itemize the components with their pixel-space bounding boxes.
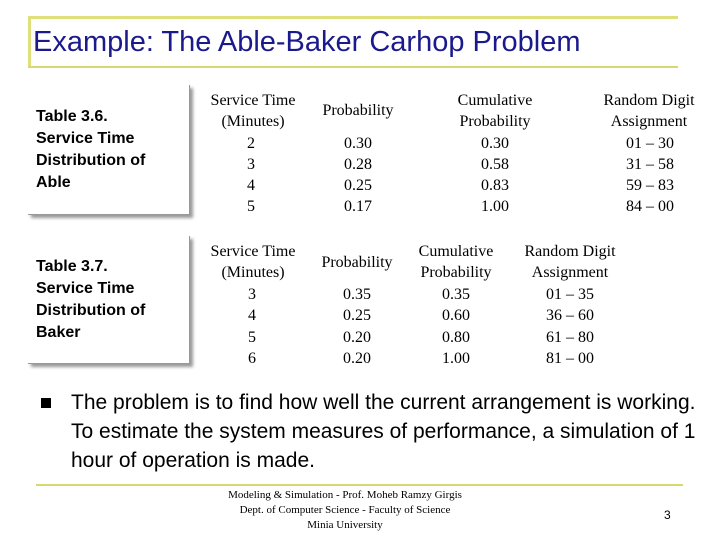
table-cell: 81 – 00	[546, 350, 594, 367]
table-cell: 0.17	[344, 198, 372, 215]
header-probability: Probability	[321, 254, 393, 271]
table-cell: 2	[247, 135, 255, 152]
label-line: Distribution of	[36, 301, 146, 319]
slide-title: Example: The Able-Baker Carhop Problem	[33, 26, 581, 58]
title-frame-top	[28, 16, 678, 19]
table-cell: 36 – 60	[546, 307, 594, 324]
table-cell: 31 – 58	[626, 156, 674, 173]
table-cell: 0.25	[343, 307, 371, 324]
footer-line: Minia University	[307, 519, 383, 531]
footer	[200, 488, 490, 533]
table-cell: 0.58	[481, 156, 509, 173]
table-cell: 1.00	[442, 350, 470, 367]
bullet-text: The problem is to find how well the current arrangement is working. To estimate the system measures of performance, a simulation of 1 hour of operation is made.	[71, 391, 696, 472]
title-frame-left	[28, 16, 31, 66]
table-cell: 0.25	[344, 177, 372, 194]
header-service-time: Service Time (Minutes)	[210, 92, 296, 130]
label-line: Service Time	[36, 279, 135, 297]
header-random-digit: Random Digit Assignment	[524, 243, 616, 281]
bullet-icon	[41, 398, 51, 408]
label-line: Distribution of	[36, 151, 146, 169]
label-line: Table 3.7.	[36, 257, 108, 275]
header-cumulative: Cumulative Probability	[457, 92, 533, 130]
table-cell: 0.60	[442, 307, 470, 324]
table-baker-label	[28, 236, 190, 364]
table-cell: 01 – 30	[626, 135, 674, 152]
table-cell: 0.20	[343, 329, 371, 346]
label-line: Table 3.6.	[36, 107, 108, 125]
footer-rule	[36, 484, 683, 486]
table-cell: 3	[247, 156, 255, 173]
header-cumulative: Cumulative Probability	[418, 243, 494, 281]
table-able-label	[28, 85, 190, 215]
table-cell: 0.83	[481, 177, 509, 194]
table-cell: 59 – 83	[626, 177, 674, 194]
table-cell: 5	[248, 329, 256, 346]
table-cell: 0.28	[344, 156, 372, 173]
table-cell: 5	[247, 198, 255, 215]
table-cell: 0.20	[343, 350, 371, 367]
footer-line: Modeling & Simulation - Prof. Moheb Ramzy Girgis	[228, 489, 462, 501]
table-cell: 84 – 00	[626, 198, 674, 215]
page-number: 3	[664, 508, 671, 522]
table-cell: 4	[248, 307, 256, 324]
table-cell: 0.80	[442, 329, 470, 346]
label-line: Able	[36, 173, 71, 191]
table-cell: 61 – 80	[546, 329, 594, 346]
table-cell: 3	[248, 286, 256, 303]
title-underline	[28, 66, 678, 68]
header-service-time: Service Time (Minutes)	[210, 243, 296, 281]
header-probability: Probability	[322, 102, 394, 119]
table-cell: 6	[248, 350, 256, 367]
table-cell: 0.30	[481, 135, 509, 152]
table-cell: 0.35	[442, 286, 470, 303]
table-cell: 0.35	[343, 286, 371, 303]
table-cell: 0.30	[344, 135, 372, 152]
table-cell: 1.00	[481, 198, 509, 215]
label-line: Service Time	[36, 129, 135, 147]
footer-line: Dept. of Computer Science - Faculty of Science	[239, 504, 451, 516]
label-line: Baker	[36, 323, 81, 341]
table-cell: 4	[247, 177, 255, 194]
table-cell: 01 – 35	[546, 286, 594, 303]
header-random-digit: Random Digit Assignment	[603, 92, 695, 130]
